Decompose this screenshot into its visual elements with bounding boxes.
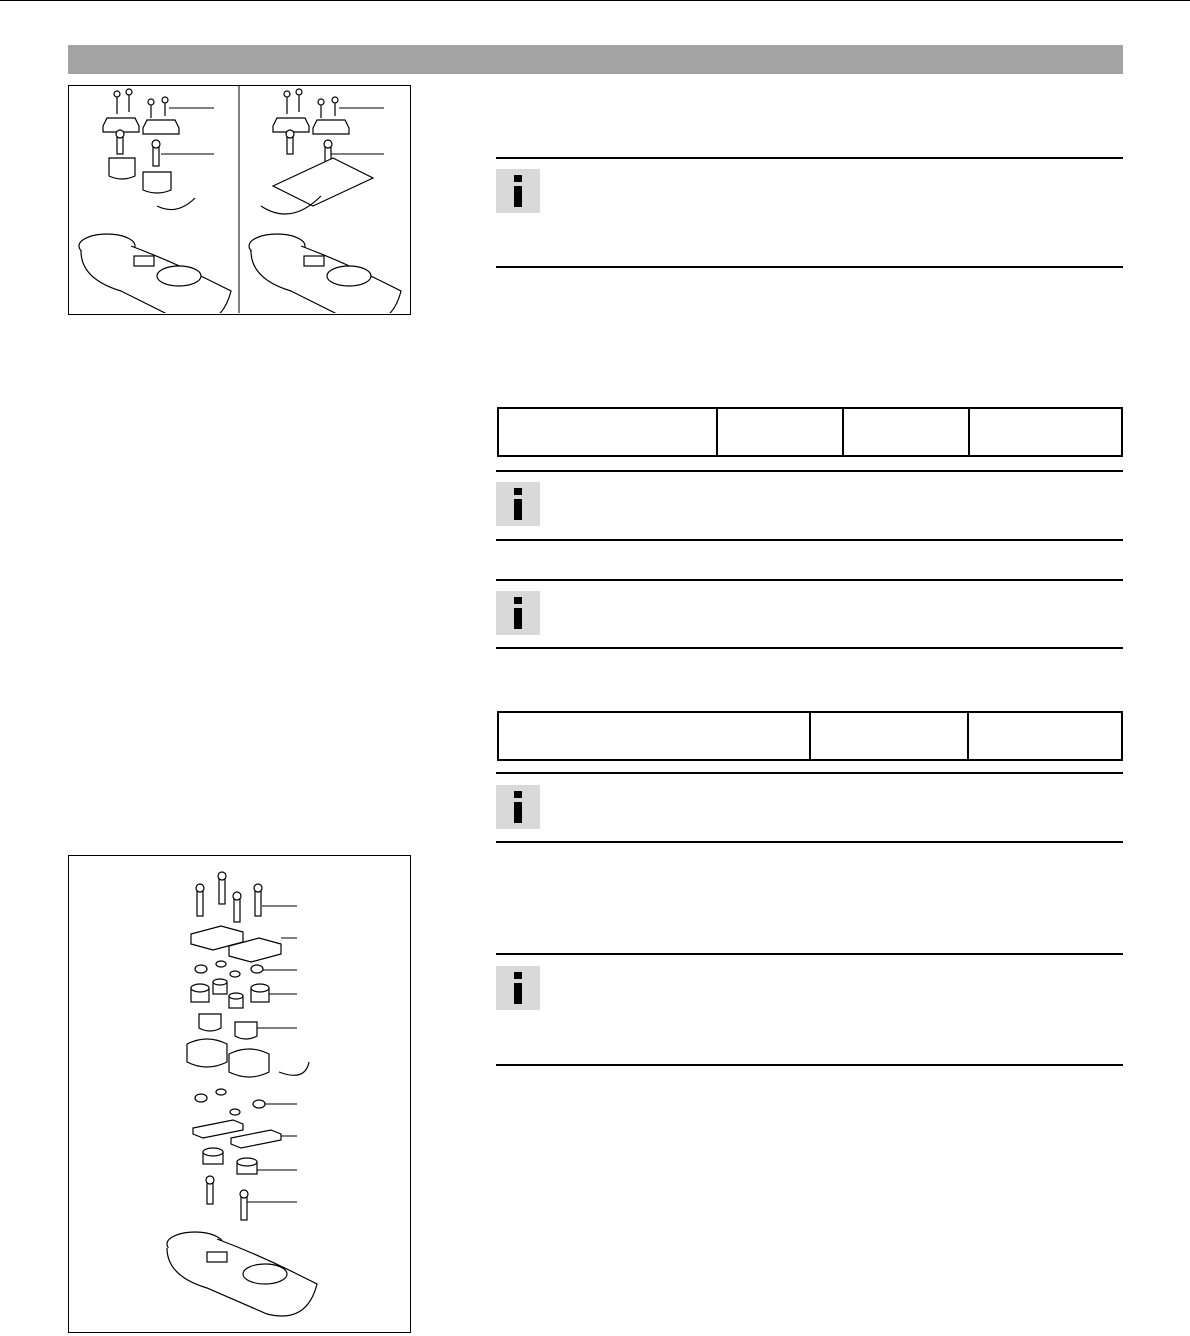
info-icon [496,169,540,213]
note-5-top-rule [496,953,1123,955]
table-row [498,712,1122,760]
figure-riser-assembly-exploded [68,855,411,1333]
spec-table-1 [497,407,1123,457]
note-4-top-rule [496,772,1123,774]
note-2-bottom-rule [496,539,1123,541]
figure-handlebar-clamp-variants [68,85,411,315]
info-icon [496,966,540,1010]
table-cell [498,408,717,456]
table-cell [810,712,968,760]
table-row [498,408,1122,456]
note-5-bottom-rule [496,1064,1123,1066]
page-top-rule [0,0,1190,1]
note-3-bottom-rule [496,647,1123,649]
note-2-top-rule [496,470,1123,472]
info-icon [496,785,540,829]
info-icon [496,482,540,526]
info-icon [496,591,540,635]
note-3-top-rule [496,579,1123,581]
table-cell [969,408,1122,456]
spec-table-2 [497,711,1123,761]
clamp-variants-illustration [69,86,409,313]
table-cell [968,712,1122,760]
table-cell [498,712,810,760]
note-4-bottom-rule [496,841,1123,843]
note-1-top-rule [496,157,1123,159]
section-header-bar [68,45,1123,74]
table-cell [843,408,969,456]
table-cell [717,408,843,456]
note-1-bottom-rule [496,266,1123,268]
riser-assembly-illustration [69,856,409,1331]
